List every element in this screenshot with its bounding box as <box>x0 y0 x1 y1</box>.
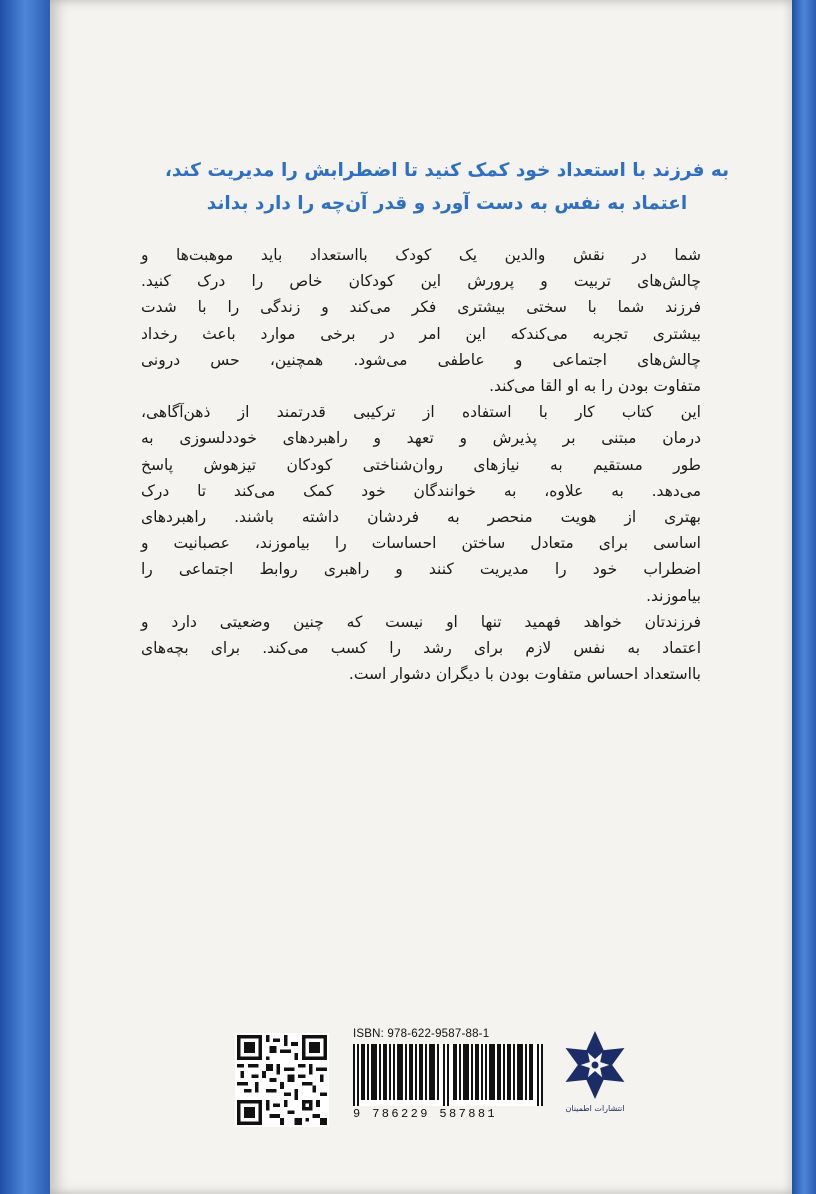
body-line: بااستعداد احساس متفاوت بودن با دیگران دشوار است. <box>348 665 701 684</box>
barcode-number: 9 786229 587881 <box>353 1107 498 1121</box>
isbn-label: ISBN: 978-622-9587-88-1 <box>353 1028 490 1040</box>
qr-code <box>235 1033 329 1127</box>
body-line: متفاوت بودن را به او القا می‌کند. <box>489 377 701 396</box>
body-line: طور مستقیم به نیازهای روان‌شناختی کودکان تیزهوش پاسخ <box>141 455 701 474</box>
barcode <box>353 1044 543 1106</box>
barcode-icon <box>353 1044 543 1106</box>
body-line: اضطراب خود را مدیریت کنند و راهبری روابط اجتماعی را <box>141 560 701 579</box>
body-line: بیاموزند. <box>646 586 701 605</box>
body-text <box>141 242 701 687</box>
headline-line-2: اعتماد به نفس به دست آورد و قدر آن‌چه را دارد بداند <box>206 193 688 214</box>
cover-blue-edge-right <box>792 0 816 1194</box>
body-line: اعتماد به نفس لازم برای رشد را کسب می‌کند. برای بچه‌های <box>141 639 701 658</box>
paragraph-2 <box>141 399 701 609</box>
body-line: بیشتری تجربه می‌کندکه این امر در برخی موارد باعث رخداد <box>141 324 701 343</box>
cover-blue-edge-left <box>0 0 50 1194</box>
publisher-name: انتشارات اطمینان <box>565 1104 625 1113</box>
body-line: فرزند شما با سختی بیشتری فکر می‌کند و زندگی را با شدت <box>141 298 701 317</box>
body-line: می‌دهد. به علاوه، به خوانندگان خود کمک می‌کند تا درک <box>141 481 701 500</box>
paragraph-3 <box>141 609 701 688</box>
qr-code-icon <box>237 1035 327 1125</box>
headline <box>120 154 774 220</box>
body-line: فرزندتان خواهد فهمید تنها او نیست که چنین وضعیتی دارد و <box>141 612 701 631</box>
body-line: این کتاب کار با استفاده از ترکیبی قدرتمند از ذهن‌آگاهی، <box>141 403 701 422</box>
body-line: اساسی برای متعادل ساختن احساسات را بیاموزند، عصبانیت و <box>141 534 701 553</box>
barcode-block <box>353 1028 543 1128</box>
paragraph-1 <box>141 242 701 399</box>
body-line: بهتری از هویت منحصر به فردشان داشته باشند. راهبردهای <box>141 508 701 527</box>
back-cover-page <box>50 0 792 1194</box>
body-line: چالش‌های تربیت و پرورش این کودکان خاص را درک کنید. <box>141 272 701 291</box>
publisher-star-logo-icon <box>558 1028 632 1102</box>
publisher-logo <box>558 1028 632 1148</box>
headline-line-1: به فرزند با استعداد خود کمک کنید تا اضطرابش را مدیریت کند، <box>164 160 730 181</box>
body-line: چالش‌های اجتماعی و عاطفی می‌شود. همچنین، حس درونی <box>141 350 701 369</box>
footer <box>235 1028 635 1158</box>
body-line: درمان مبتنی بر پذیرش و تعهد و راهبردهای خوددلسوزی به <box>141 429 701 448</box>
body-line: شما در نقش والدین یک کودک بااستعداد باید موهبت‌ها و <box>141 246 701 264</box>
